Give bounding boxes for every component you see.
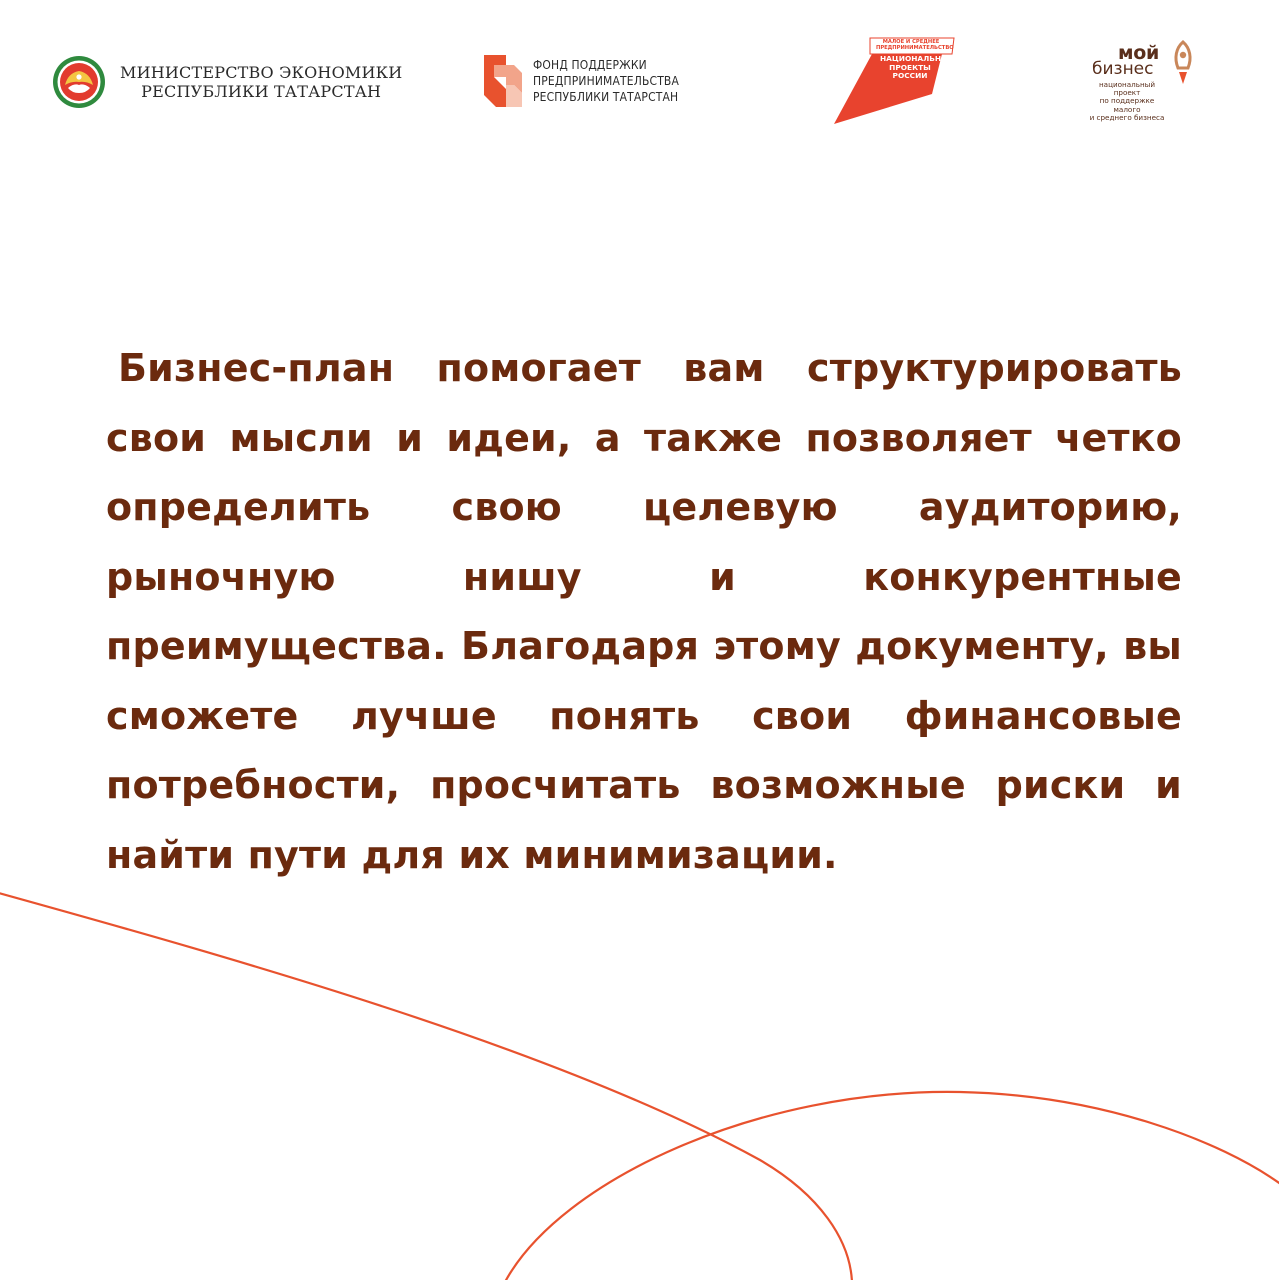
ministry-line-1: МИНИСТЕРСТВО ЭКОНОМИКИ: [120, 63, 403, 82]
tatarstan-emblem-icon: [52, 55, 106, 109]
fund-line-3: РЕСПУБЛИКИ ТАТАРСТАН: [533, 89, 679, 104]
rocket-icon: [1170, 40, 1196, 86]
national-projects-title: [880, 54, 954, 81]
np-main-line-2: ПРОЕКТЫ: [889, 62, 931, 72]
fund-line-1: ФОНД ПОДДЕРЖКИ: [533, 57, 647, 72]
np-small-line-1: МАЛОЕ И СРЕДНЕЕ: [882, 39, 940, 45]
fund-name: [533, 57, 679, 105]
national-projects-logo: [832, 36, 956, 128]
my-business-logo: [1086, 40, 1198, 122]
np-main-line-3: РОССИИ: [892, 71, 928, 81]
np-main-line-1: НАЦИОНАЛЬНЫЕ: [880, 54, 954, 63]
header: [0, 0, 1279, 140]
decorative-ellipse-arc: [505, 1092, 1279, 1280]
ministry-logo: [52, 56, 402, 108]
np-small-line-2: ПРЕДПРИНИМАТЕЛЬСТВО: [876, 45, 954, 51]
fund-line-2: ПРЕДПРИНИМАТЕЛЬСТВА: [533, 73, 680, 88]
mb-sub-line-3: и среднего бизнеса: [1089, 112, 1165, 122]
ministry-line-2: РЕСПУБЛИКИ ТАТАРСТАН: [141, 82, 382, 101]
my-business-subtitle: [1086, 81, 1168, 122]
mb-sub-line-1: национальный проект: [1098, 80, 1156, 98]
main-paragraph: Бизнес-план помогает вам структурировать свои мысли и идеи, а также позволяет четко определить свою целевую аудиторию, рыночную нишу и конкурентные преимущества. Благодаря этому документу, вы сможете лучше понять свои финансовые потребности, просчитать возможные риски и найти пути для их минимизации.: [106, 346, 1182, 877]
ministry-name: [120, 63, 402, 101]
decorative-line-1: [0, 892, 852, 1280]
fund-logo: [484, 55, 703, 107]
mb-sub-line-2: по поддержке малого: [1099, 96, 1155, 114]
my-business-word-1: мой: [1118, 42, 1159, 64]
fund-mark-icon: [484, 55, 524, 107]
national-projects-subtitle: [876, 39, 954, 51]
my-business-word-2: бизнес: [1092, 59, 1154, 79]
